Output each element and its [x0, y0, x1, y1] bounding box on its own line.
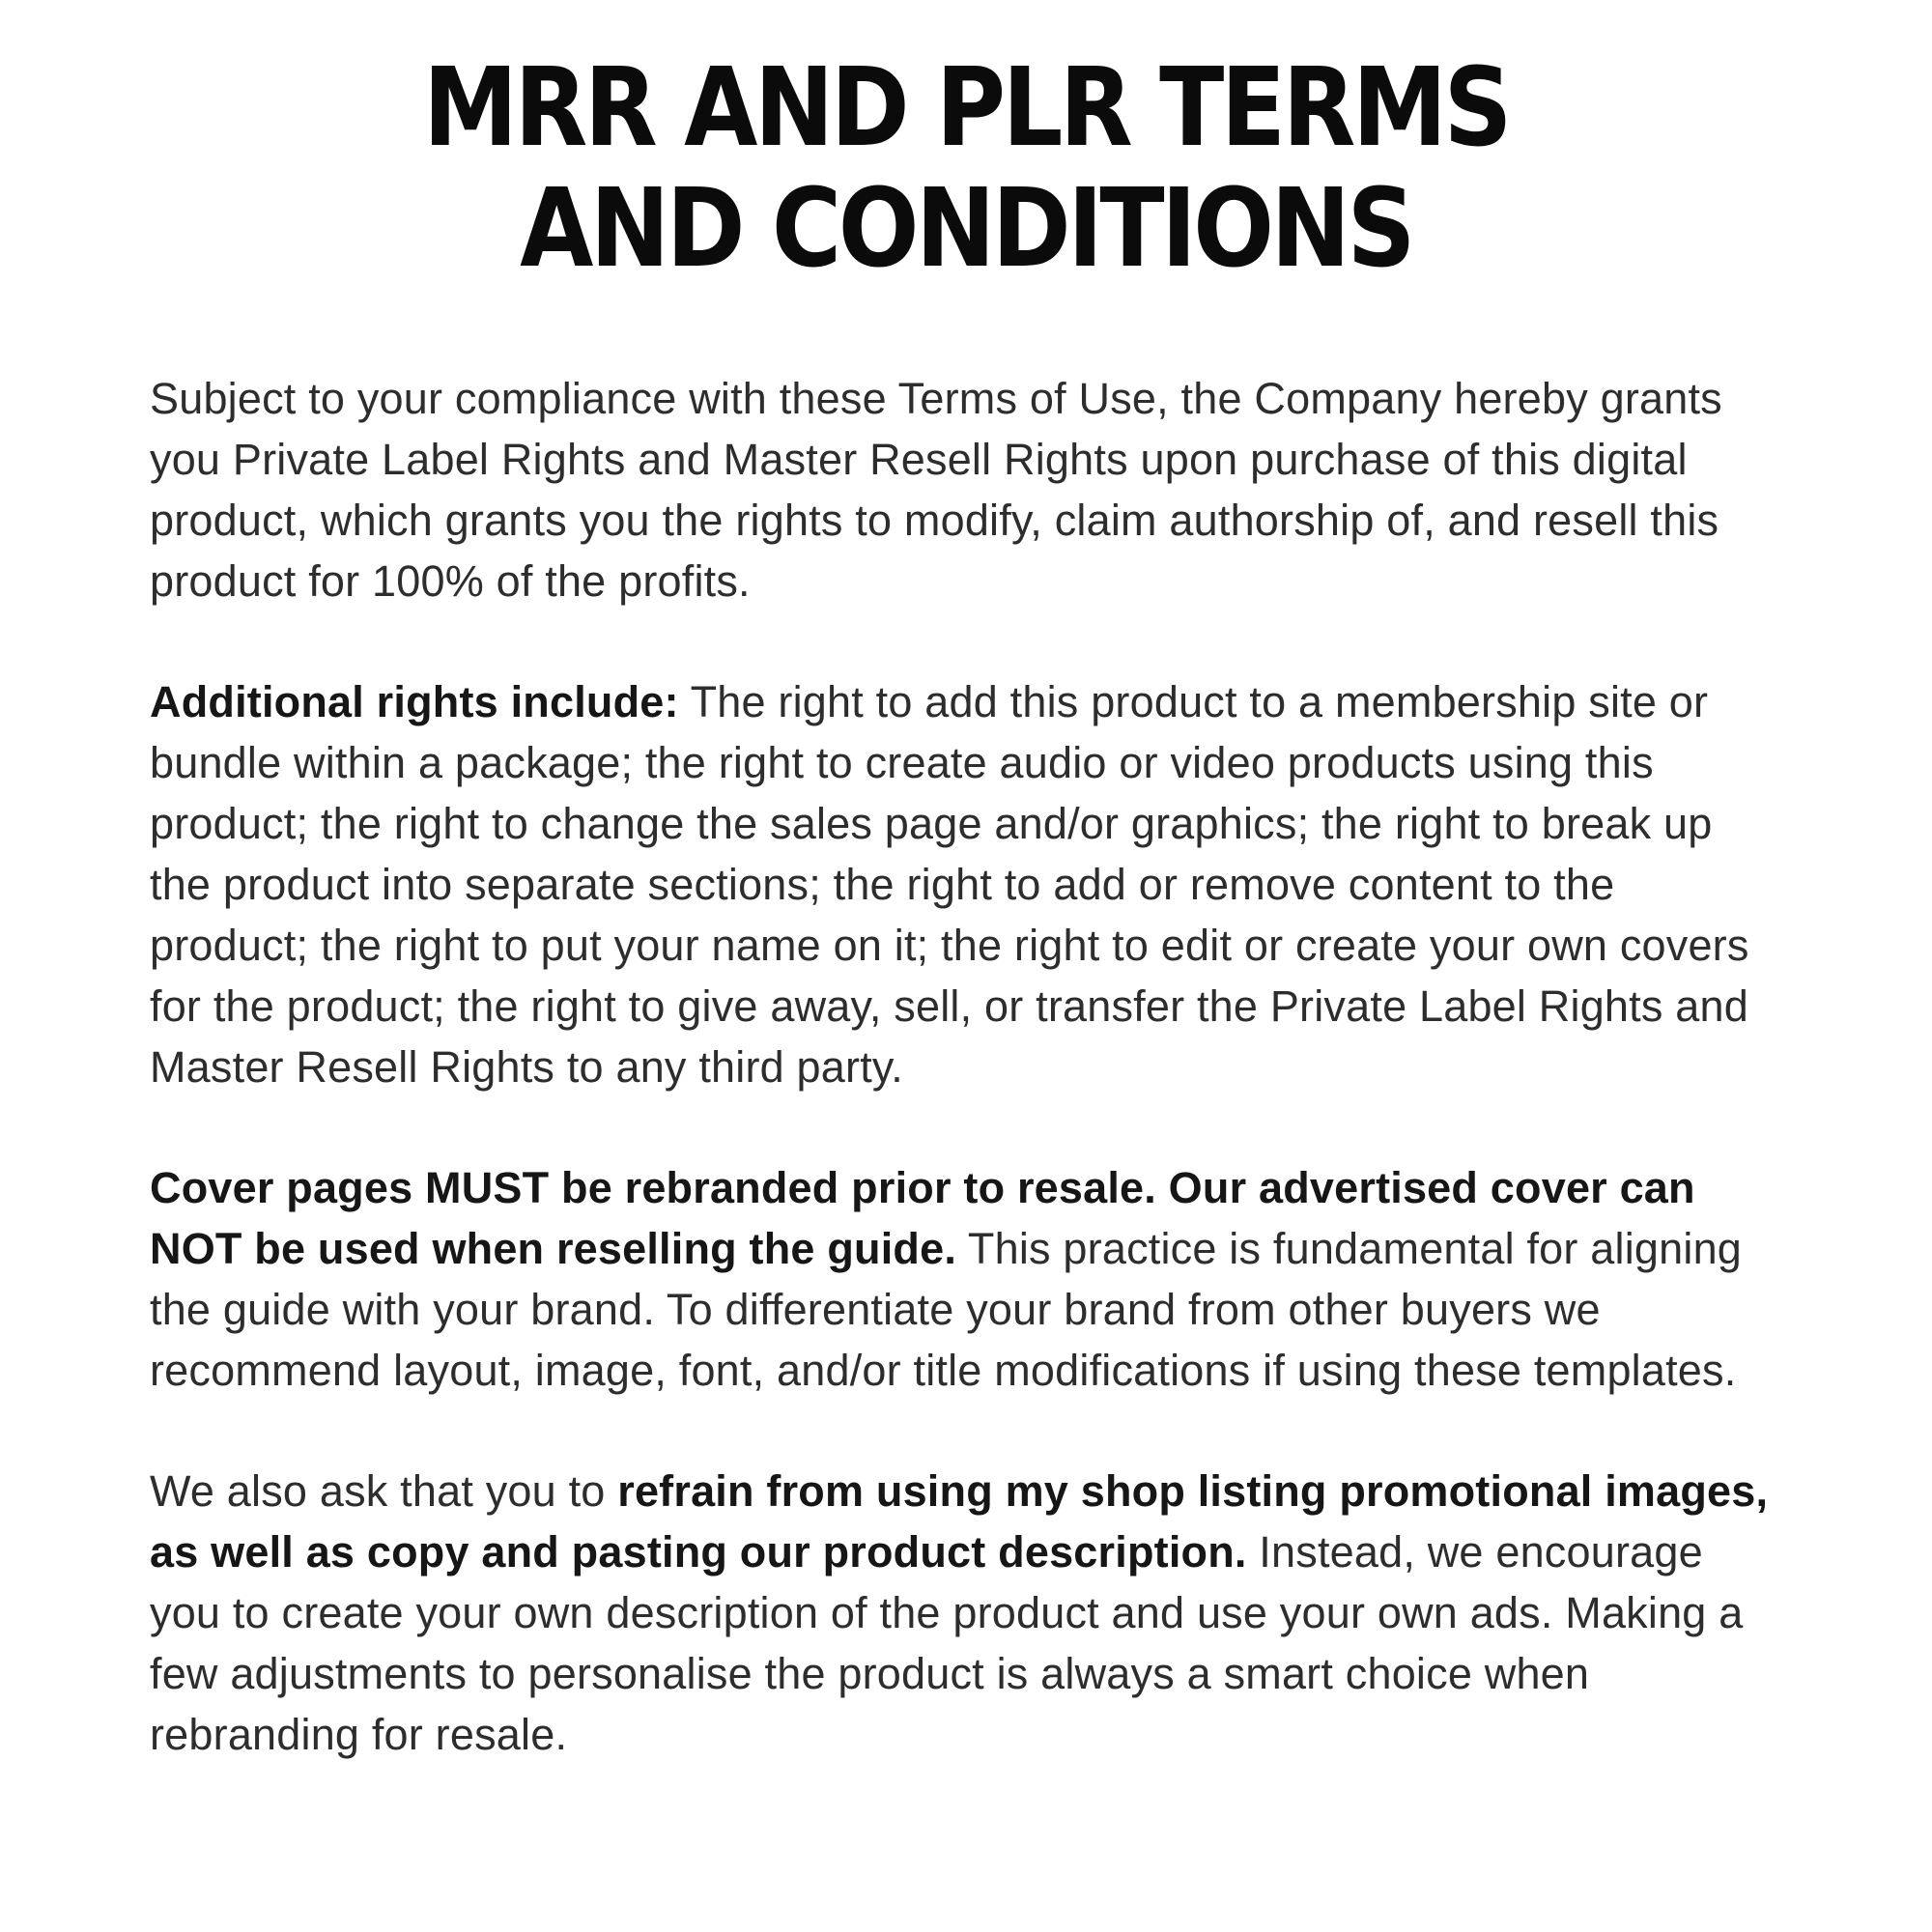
paragraph-additional-rights	[150, 671, 1777, 1097]
paragraph-promotional-images	[150, 1461, 1777, 1765]
document-body	[0, 368, 1932, 1765]
text-segment-bold: Cover pages MUST be rebranded prior to resale. Our advertised cover can NOT be used when reselling the guide.	[150, 1162, 1695, 1273]
page-title-line-1: MRR AND PLR TERMS	[422, 45, 1509, 171]
paragraph-intro-license-grant	[150, 368, 1777, 611]
page-title	[116, 45, 1816, 293]
text-segment: Subject to your compliance with these Terms of Use, the Company hereby grants you Private Label Rights and Master Resell Rights upon purchase of this digital product, which grants you the rights to modify, claim authorship of, and resell this product for 100% of the profits.	[150, 373, 1722, 606]
text-segment: We also ask that you to	[150, 1465, 618, 1516]
text-segment-bold: Additional rights include:	[150, 676, 679, 726]
page-title-line-2: AND CONDITIONS	[520, 166, 1412, 293]
text-segment: This practice is fundamental for aligning the guide with your brand. To differentiate your brand from other buyers we recommend layout, image, font, and/or title modifications if using these templates.	[150, 1223, 1743, 1395]
paragraph-cover-rebranding	[150, 1157, 1777, 1401]
text-segment-bold: refrain from using my shop listing promotional images, as well as copy and pasting our product description.	[150, 1465, 1769, 1577]
text-segment: The right to add this product to a membership site or bundle within a package; the right to create audio or video products using this product; the right to change the sales page and/or graphics; the right to break up the product into separate sections; the right to add or remove content to the product; the right to put your name on it; the right to edit or create your own covers for the product; the right to give away, sell, or transfer the Private Label Rights and Master Resell Rights to any third party.	[150, 676, 1749, 1092]
text-segment: Instead, we encourage you to create your own description of the product and use your own ads. Making a few adjustments to personalise the product is always a smart choice when rebranding for resale.	[150, 1526, 1744, 1759]
